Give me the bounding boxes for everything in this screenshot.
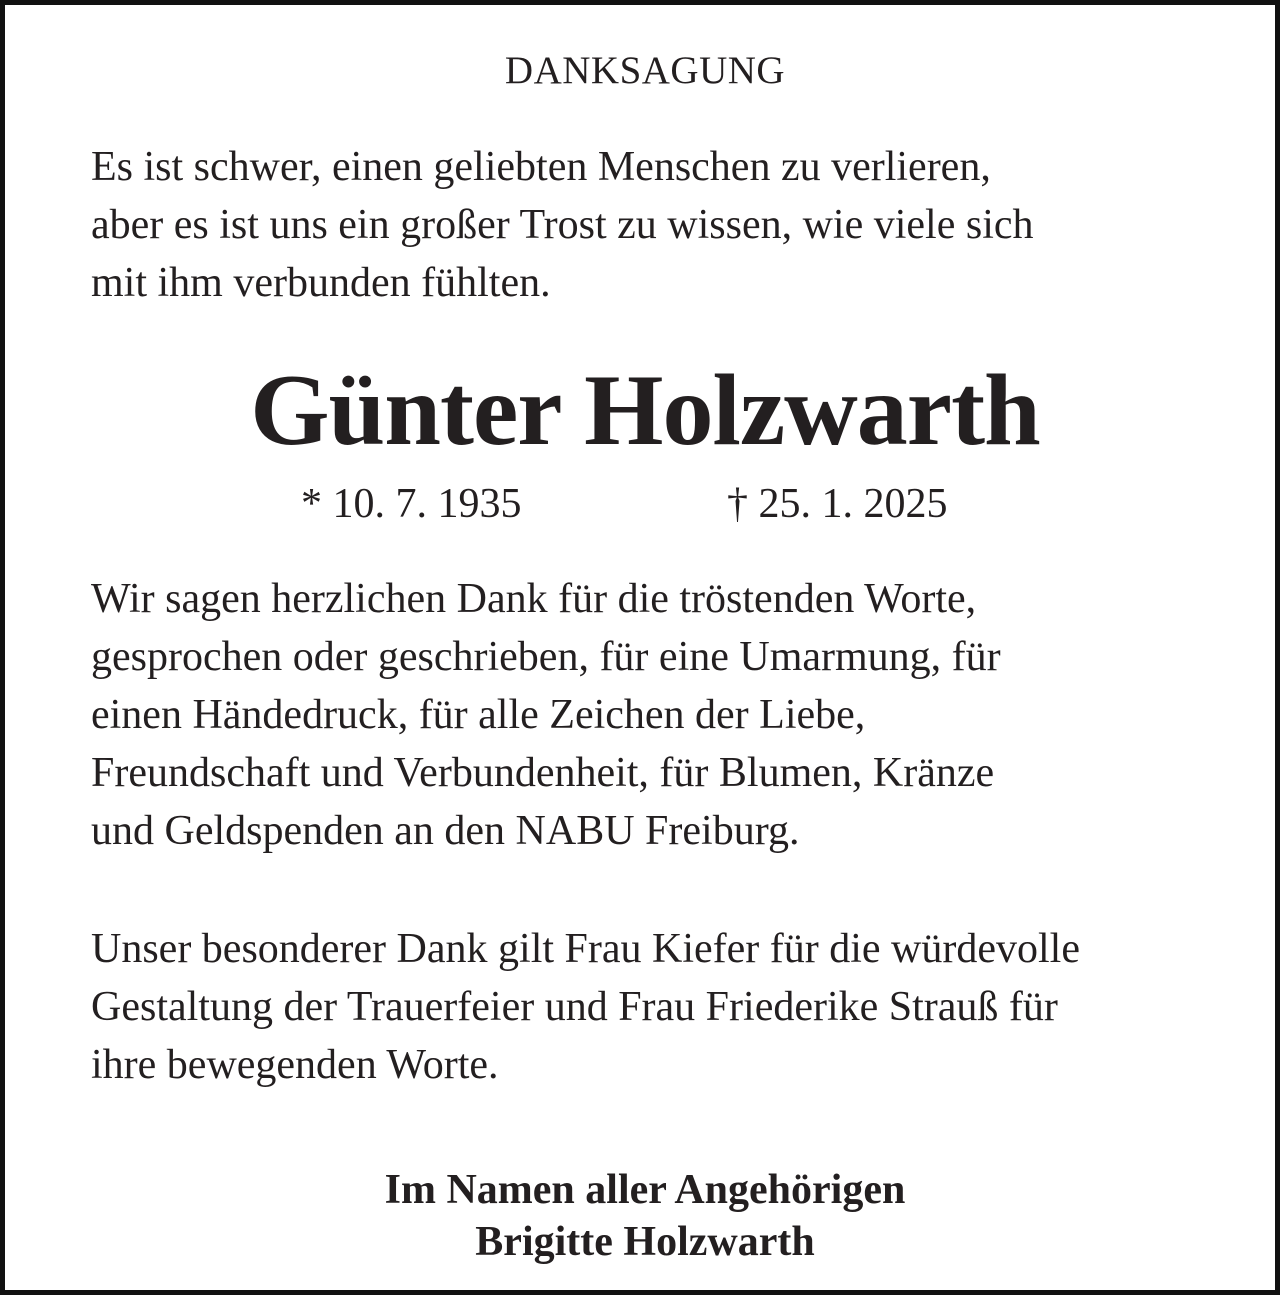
intro-line: aber es ist uns ein großer Trost zu wissen, wie viele sich — [91, 202, 1034, 248]
intro-line: mit ihm verbunden fühlten. — [91, 260, 551, 306]
intro-paragraph — [91, 138, 1211, 312]
birth-date: * 10. 7. 1935 — [301, 481, 522, 527]
thanks-line: einen Händedruck, für alle Zeichen der Liebe, — [91, 692, 866, 738]
thanks-line: und Geldspenden an den NABU Freiburg. — [91, 808, 800, 854]
thanks-line: Wir sagen herzlichen Dank für die tröstenden Worte, — [91, 576, 977, 622]
intro-line: Es ist schwer, einen geliebten Menschen zu verlieren, — [91, 144, 991, 190]
special-line: Gestaltung der Trauerfeier und Frau Friederike Strauß für — [91, 984, 1058, 1030]
heading: DANKSAGUNG — [504, 49, 786, 92]
thanks-line: Freundschaft und Verbundenheit, für Blumen, Kränze — [91, 750, 995, 796]
thanks-paragraph — [91, 570, 1211, 860]
death-date: † 25. 1. 2025 — [727, 481, 948, 527]
special-line: Unser besonderer Dank gilt Frau Kiefer für die würdevolle — [91, 926, 1080, 972]
thanks-line: gesprochen oder geschrieben, für eine Umarmung, für — [91, 634, 1001, 680]
special-thanks-paragraph — [91, 920, 1211, 1094]
signature-name: Brigitte Holzwarth — [475, 1219, 815, 1265]
signature-block — [5, 1164, 1280, 1268]
signature-line: Im Namen aller Angehörigen — [384, 1167, 906, 1213]
deceased-name: Günter Holzwarth — [250, 354, 1040, 467]
special-line: ihre bewegenden Worte. — [91, 1042, 499, 1088]
